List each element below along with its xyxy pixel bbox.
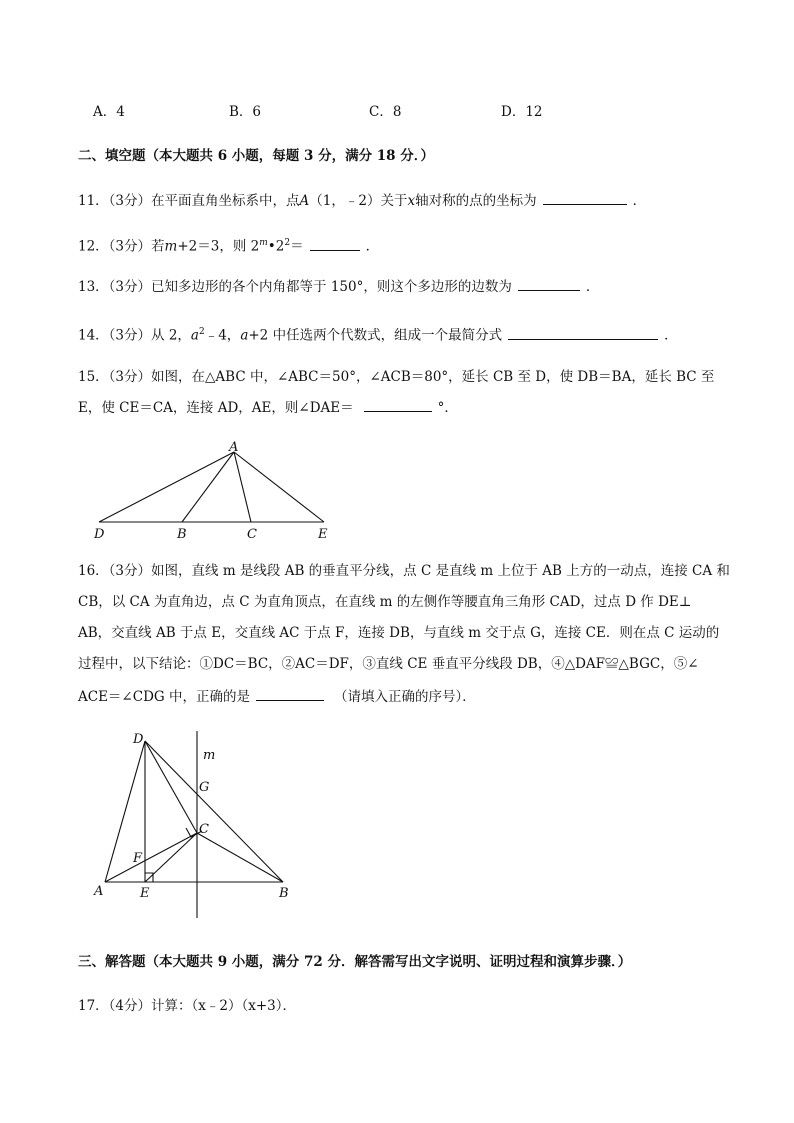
q12-text3: •2: [267, 238, 285, 255]
q12-m: m: [164, 238, 178, 255]
fig15-label-b: B: [177, 527, 187, 542]
q15-line2b: °．: [437, 400, 458, 416]
q12-end: ．: [365, 238, 380, 255]
question-17: [78, 996, 296, 1016]
section2-title: 二、填空题（本大题共 6 小题，每题 3 分，满分 18 分．）: [78, 148, 435, 164]
q13-text: 已知多边形的各个内角都等于 150°，则这个多边形的边数为: [151, 279, 512, 295]
fig15-label-a: A: [229, 440, 239, 455]
q15-answer-blank[interactable]: [364, 397, 432, 412]
q11-end: ．: [632, 193, 647, 209]
option-b: B．6: [229, 104, 262, 120]
q12-sup-2: 2: [284, 238, 291, 248]
question-15-line2: [78, 397, 458, 418]
q11-number: 11．（3分）: [78, 193, 152, 209]
option-d: D．12: [501, 104, 543, 120]
question-16-line1: [78, 561, 730, 581]
q15-line2a: E，使 CE＝CA，连接 AD，AE，则∠DAE＝: [78, 400, 354, 416]
option-a: A．4: [93, 104, 125, 120]
q11-answer-blank[interactable]: [543, 190, 627, 205]
fig16-label-c: C: [199, 822, 209, 837]
q12-number: 12．（3分）: [78, 238, 152, 255]
fig15-label-c: C: [247, 527, 257, 542]
q15-line1: 如图，在△ABC 中，∠ABC＝50°，∠ACB＝80°，延长 CB 至 D，使 DB＝BA，延长 BC 至: [151, 369, 715, 385]
question-16-line2: CB，以 CA 为直角边，点 C 为直角顶点，在直线 m 的左侧作等腰直角三角形 CAD，过点 D 作 DE⊥: [78, 594, 692, 610]
q15-number: 15．（3分）: [78, 369, 152, 385]
q14-sup2: 2: [198, 327, 205, 337]
q14-answer-blank[interactable]: [508, 325, 658, 340]
q17-number: 17．（4分）: [78, 998, 152, 1014]
q12-text1: 若: [151, 238, 165, 255]
q12-answer-blank[interactable]: [310, 236, 360, 251]
q13-number: 13．（3分）: [78, 279, 152, 295]
fig16-label-g: G: [199, 780, 210, 795]
question-12: [78, 233, 379, 257]
option-c: C．8: [369, 104, 402, 120]
figure-q16-lines: [105, 731, 283, 918]
question-16-line3: AB，交直线 AB 于点 E，交直线 AC 于点 F，连接 DB，与直线 m 交于点 G，连接 CE．则在点 C 运动的: [78, 625, 720, 641]
fig16-label-f: F: [133, 851, 143, 866]
q12-sup-m: m: [259, 238, 268, 248]
question-14: [78, 322, 678, 346]
question-15-line1: [78, 367, 714, 387]
q11-point: A: [299, 193, 310, 209]
q14-a1: a: [190, 327, 199, 344]
fig16-label-e: E: [140, 886, 150, 901]
q11-text2: 轴对称的点的坐标为: [415, 193, 537, 209]
q16-line5a: ACE＝∠CDG 中，正确的是: [78, 689, 250, 705]
section3-title: 三、解答题（本大题共 9 小题，满分 72 分．解答需写出文字说明、证明过程和演算步骤．）: [78, 954, 632, 970]
question-16-line4: 过程中，以下结论：①DC＝BC，②AC＝DF，③直线 CE 垂直平分线段 DB，④△DAF≌△BGC，⑤∠: [78, 656, 699, 672]
fig15-label-e: E: [318, 527, 328, 542]
q14-text3: +2 中任选两个代数式，组成一个最简分式: [248, 327, 503, 344]
fig16-label-b: B: [279, 886, 289, 901]
question-13: [78, 276, 599, 297]
figure-q16: [85, 725, 305, 925]
q16-answer-blank[interactable]: [256, 686, 324, 701]
question-16-line5: [78, 686, 476, 707]
q14-number: 14．（3分）: [78, 327, 152, 344]
q17-text: 计算：（x﹣2）（x+3）．: [151, 998, 296, 1014]
q13-end: ．: [585, 279, 600, 295]
fig16-label-m: m: [203, 748, 216, 763]
question-11: [78, 190, 646, 211]
figure-q15-lines: [99, 452, 324, 522]
q12-text4: ＝: [290, 238, 304, 255]
q11-text1: 在平面直角坐标系中，点: [151, 193, 300, 209]
q14-a2: a: [240, 327, 249, 344]
fig16-label-a: A: [94, 884, 104, 899]
q14-text1: 从 2，: [151, 327, 191, 344]
q14-text2: ﹣4，: [204, 327, 241, 344]
q11-coord: （1，﹣2）关于: [309, 193, 408, 209]
q12-text2: +2＝3，则 2: [177, 238, 260, 255]
q16-number: 16．（3分）: [78, 563, 152, 579]
q13-answer-blank[interactable]: [518, 276, 580, 291]
fig16-label-d: D: [133, 732, 144, 747]
q16-line1: 如图，直线 m 是线段 AB 的垂直平分线，点 C 是直线 m 上位于 AB 上方的一动点，连接 CA 和: [151, 563, 730, 579]
q16-line5b: （请填入正确的序号）．: [333, 689, 476, 705]
figure-q15: [85, 436, 345, 546]
fig15-label-d: D: [94, 527, 105, 542]
q11-x: x: [407, 193, 416, 209]
q14-end: ．: [664, 327, 678, 344]
